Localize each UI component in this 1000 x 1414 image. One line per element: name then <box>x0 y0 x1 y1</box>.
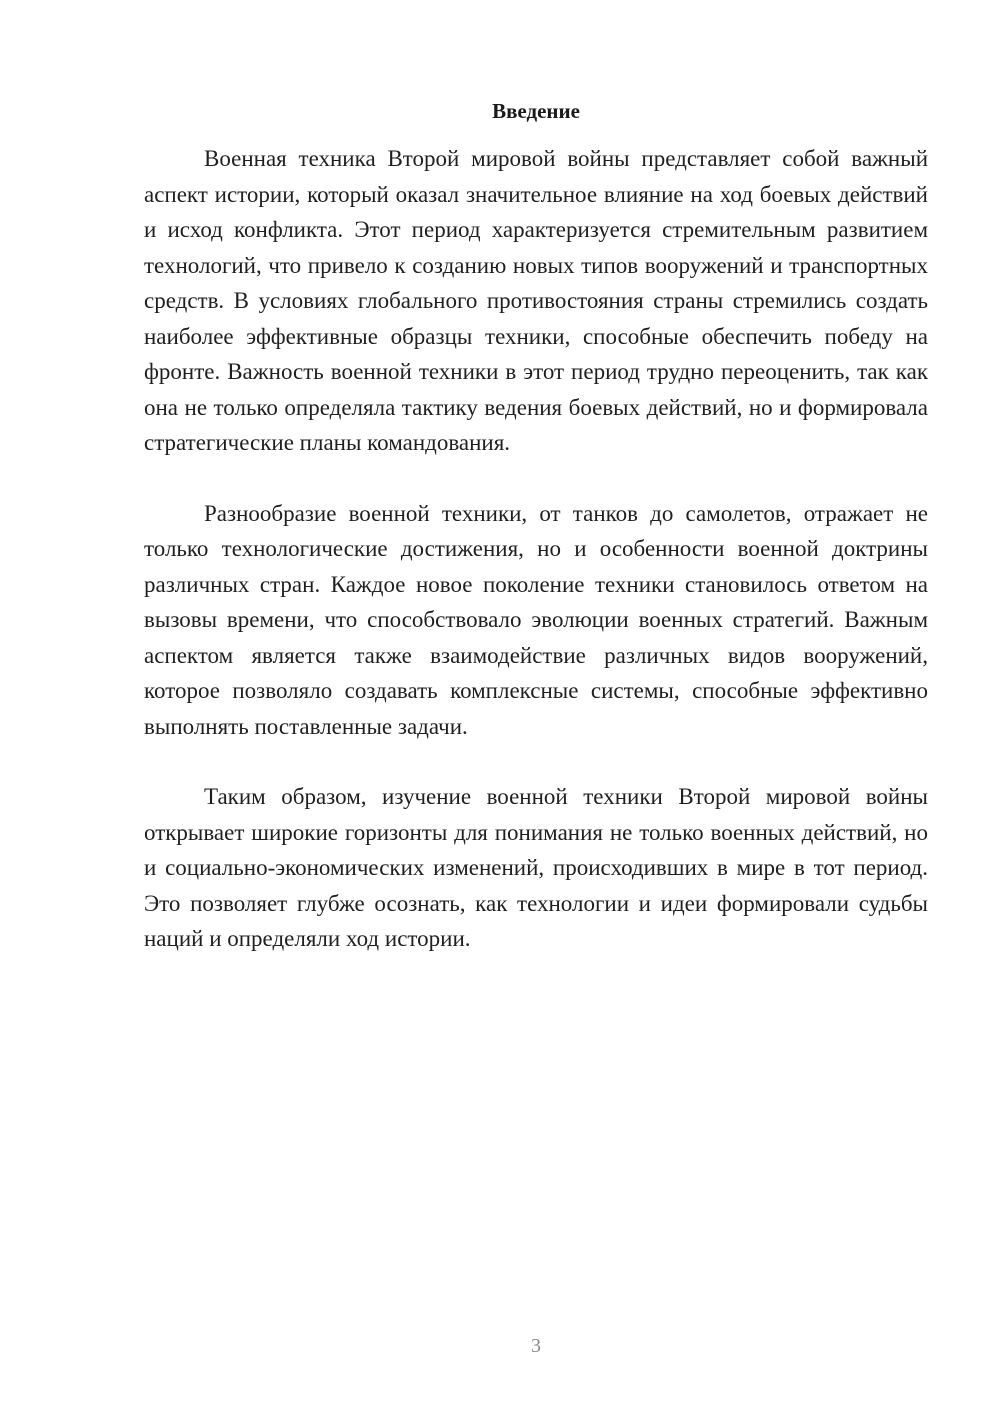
page-title: Введение <box>492 99 580 123</box>
paragraph-1: Военная техника Второй мировой войны представляет собой важный аспект истории, который оказал значительное влияние на ход боевых действий и исход конфликта. Этот период характеризуется стремительным развитием технологий, что привело к созданию новых типов вооружений и транспортных средств. В условиях глобального противостояния страны стремились создать наиболее эффективные образцы техники, способные обеспечить победу на фронте. Важность военной техники в этот период трудно переоценить, так как она не только определяла тактику ведения боевых действий, но и формировала стратегические планы командования. <box>144 146 928 455</box>
page-number: 3 <box>531 1335 541 1357</box>
paragraph-3: Таким образом, изучение военной техники Второй мировой войны открывает широкие горизонты для понимания не только военных действий, но и социально-экономических изменений, происходивших в мире в тот период. Это позволяет глубже осознать, как технологии и идеи формировали судьбы наций и определяли ход истории. <box>144 784 928 951</box>
body-text <box>144 141 928 992</box>
paragraph-2: Разнообразие военной техники, от танков до самолетов, отражает не только технологические достижения, но и особенности военной доктрины различных стран. Каждое новое поколение техники становилось ответом на вызовы времени, что способствовало эволюции военных стратегий. Важным аспектом является также взаимодействие различных видов вооружений, которое позволяло создавать комплексные системы, способные эффективно выполнять поставленные задачи. <box>144 500 928 739</box>
